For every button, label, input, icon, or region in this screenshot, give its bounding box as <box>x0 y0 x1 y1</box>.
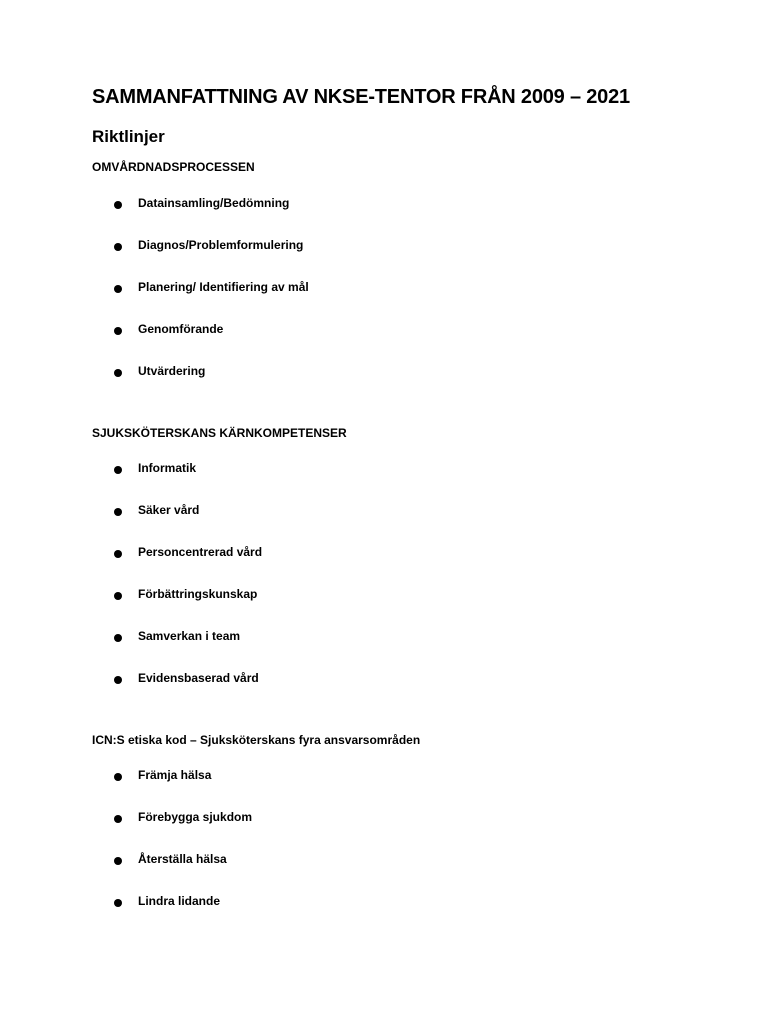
bullet-list-karnkompetenser <box>0 463 768 715</box>
bullet-icon <box>114 327 122 335</box>
list-item <box>0 198 768 240</box>
list-item-label: Evidensbaserad vård <box>138 671 259 685</box>
bullet-icon <box>114 243 122 251</box>
list-item <box>0 547 768 589</box>
list-item-label: Diagnos/Problemformulering <box>138 238 304 252</box>
bullet-icon <box>114 676 122 684</box>
bullet-icon <box>114 201 122 209</box>
list-item <box>0 366 768 408</box>
list-item <box>0 673 768 715</box>
list-item-label: Utvärdering <box>138 364 206 378</box>
bullet-icon <box>114 550 122 558</box>
bullet-icon <box>114 899 122 907</box>
list-item-label: Återställa hälsa <box>138 852 227 866</box>
bullet-icon <box>114 592 122 600</box>
list-item <box>0 589 768 631</box>
list-item <box>0 812 768 854</box>
bullet-icon <box>114 466 122 474</box>
list-item-label: Personcentrerad vård <box>138 545 263 559</box>
list-item-label: Förebygga sjukdom <box>138 810 253 824</box>
list-item-label: Lindra lidande <box>138 894 221 908</box>
list-item-label: Samverkan i team <box>138 629 241 643</box>
bullet-list-omvardnadsprocessen <box>0 198 768 408</box>
list-item <box>0 770 768 812</box>
bullet-icon <box>114 634 122 642</box>
list-item-label: Planering/ Identifiering av mål <box>138 280 309 294</box>
bullet-icon <box>114 508 122 516</box>
section-heading-omvardnadsprocessen: OMVÅRDNADSPROCESSEN <box>92 160 255 174</box>
list-item <box>0 324 768 366</box>
section-heading-karnkompetenser: SJUKSKÖTERSKANS KÄRNKOMPETENSER <box>92 426 347 440</box>
list-item-label: Datainsamling/Bedömning <box>138 196 290 210</box>
list-item <box>0 240 768 282</box>
bullet-icon <box>114 285 122 293</box>
list-item-label: Informatik <box>138 461 197 475</box>
list-item <box>0 505 768 547</box>
list-item <box>0 631 768 673</box>
list-item <box>0 896 768 938</box>
list-item-label: Förbättringskunskap <box>138 587 258 601</box>
bullet-icon <box>114 773 122 781</box>
document-title: SAMMANFATTNING AV NKSE-TENTOR FRÅN 2009 – 2021 <box>92 86 630 108</box>
bullet-icon <box>114 857 122 865</box>
list-item-label: Säker vård <box>138 503 200 517</box>
document-subtitle: Riktlinjer <box>92 127 165 146</box>
bullet-icon <box>114 815 122 823</box>
list-item <box>0 282 768 324</box>
list-item <box>0 854 768 896</box>
bullet-icon <box>114 369 122 377</box>
bullet-list-ansvarsomraden <box>0 770 768 938</box>
list-item-label: Främja hälsa <box>138 768 212 782</box>
section-heading-icn-etiska-kod: ICN:S etiska kod – Sjuksköterskans fyra ansvarsområden <box>92 733 421 747</box>
list-item-label: Genomförande <box>138 322 224 336</box>
list-item <box>0 463 768 505</box>
